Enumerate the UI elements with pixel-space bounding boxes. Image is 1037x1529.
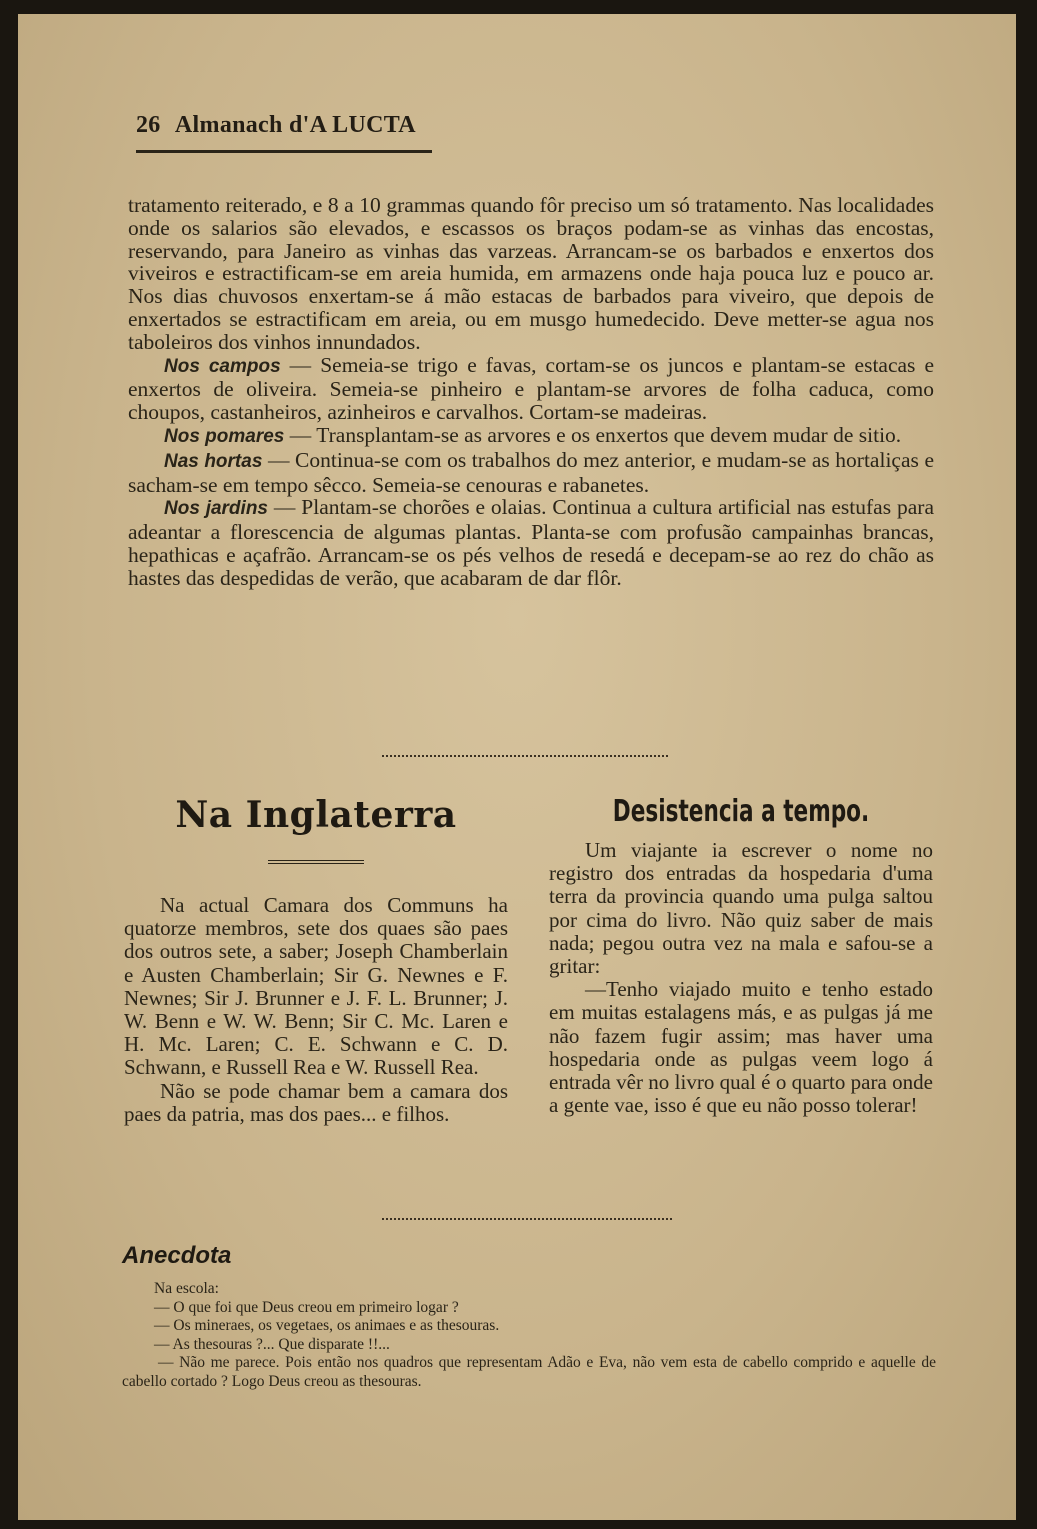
header-rule [136,150,432,153]
section-paragraph [128,496,934,589]
section-text: — Plantam-se chorões e olaias. Continua a cultura artificial nas estufas para adeantar a florescencia de algumas plantas. Planta-se com profusão campainhas brancas, hepathicas e açafrão. Arrancam-se os pés velhos de resedá e decepam-se ao rez do chão as hastes das despedidas de verão, que acabaram de dar flôr. [128,495,934,590]
paragraph: Um viajante ia escrever o nome no registro dos entradas da hospedaria d'uma terra da provincia quando uma pulga saltou por cima do livro. Não quiz saber de mais nada; pegou outra vez na mala e safou-se a gritar: [549,838,933,979]
running-title: Almanach d'A LUCTA [174,112,416,138]
paragraph: Na actual Camara dos Communs ha quatorze membros, sete dos quaes são paes dos outros sete, a saber; Joseph Chamberlain e Austen Chamberlain; Sir G. Newnes e F. Newnes; Sir J. Brunner e J. F. L. Brunner; J. W. Benn e W. W. Benn; Sir C. Mc. Laren e H. Mc. Laren; C. E. Schwann e C. D. Schwann, e Russell Rea e W. Russell Rea. [124,893,508,1080]
section-text: — Semeia-se trigo e favas, cortam-se os juncos e plantam-se estacas e enxertos de oliveira. Semeia-se pinheiro e plantam-se arvores de folha caduca, como choupos, castanheiros, azinheiros e carvalhos. Cortam-se madeiras. [128,352,934,425]
paragraph: Não se pode chamar bem a camara dos paes da patria, mas dos paes... e filhos. [124,1078,508,1126]
paragraph: —Tenho viajado muito e tenho estado em muitas estalagens más, e as pulgas já me não fazem fugir assim; mas haver uma hospedaria onde as pulgas veem logo á entrada vêr no livro qual é o quarto para onde a gente vae, isso é que eu não posso tolerar! [549,977,933,1118]
intro-paragraph: tratamento reiterado, e 8 a 10 grammas quando fôr preciso um só tratamento. Nas localidades onde os salarios são elevados, e escassos os braços podam-se as vinhas das encostas, reservando, para Janeiro as vinhas das varzeas. Arrancam-se os barbados e enxertos dos viveiros e estractificam-se em areia humida, em armazens onde haja pouca luz e pouco ar. Nos dias chuvosos enxertam-se á mão estacas de barbados para viveiro, que depois de enxertados se estractificam em areia, ou em musgo humedecido. Deve metter-se agua nos taboleiros dos vinhos innundados. [128,193,934,354]
left-column-title: Na Inglaterra [175,794,457,836]
left-column-text [124,894,508,1126]
anecdota-title: Anecdota [122,1242,232,1269]
section-lead: Nas hortas [164,450,263,472]
page-header [136,112,436,139]
ornament-divider [382,1218,672,1222]
section-paragraph [128,449,934,497]
anecdota-section [122,1242,936,1391]
title-double-rule [268,860,364,864]
right-column-title: Desistencia a tempo. [612,794,870,829]
anecdota-line: — Os mineraes, os vegetaes, os animaes e as thesouras. [154,1317,500,1334]
section-lead: Nos jardins [164,498,268,520]
anecdota-text [122,1280,936,1391]
anecdota-line: — As thesouras ?... Que disparate !!... [154,1335,390,1353]
right-column-text [549,839,933,1117]
anecdota-line: — Não me parece. Pois então nos quadros que representam Adão e Eva, não vem esta de cabello comprido e aquelle de cabello cortado ? Logo Deus creou as thesouras. [122,1354,936,1390]
section-paragraph [128,424,934,449]
anecdota-line: — O que foi que Deus creou em primeiro logar ? [154,1298,459,1316]
ornament-divider [382,755,668,759]
page-number: 26 [136,112,161,138]
anecdota-line: Na escola: [154,1280,219,1297]
right-column [549,794,933,1117]
section-text: — Transplantam-se as arvores e os enxertos que devem mudar de sitio. [284,422,902,447]
section-lead: Nos campos [164,355,281,377]
section-text: — Continua-se com os trabalhos do mez anterior, e mudam-se as hortaliças e sacham-se em tempo sêcco. Semeia-se cenouras e rabanetes. [128,447,934,497]
section-lead: Nos pomares [164,425,285,447]
section-paragraph [128,354,934,424]
main-text-block [128,194,934,590]
document-page [18,14,1016,1520]
left-column [124,794,508,1126]
